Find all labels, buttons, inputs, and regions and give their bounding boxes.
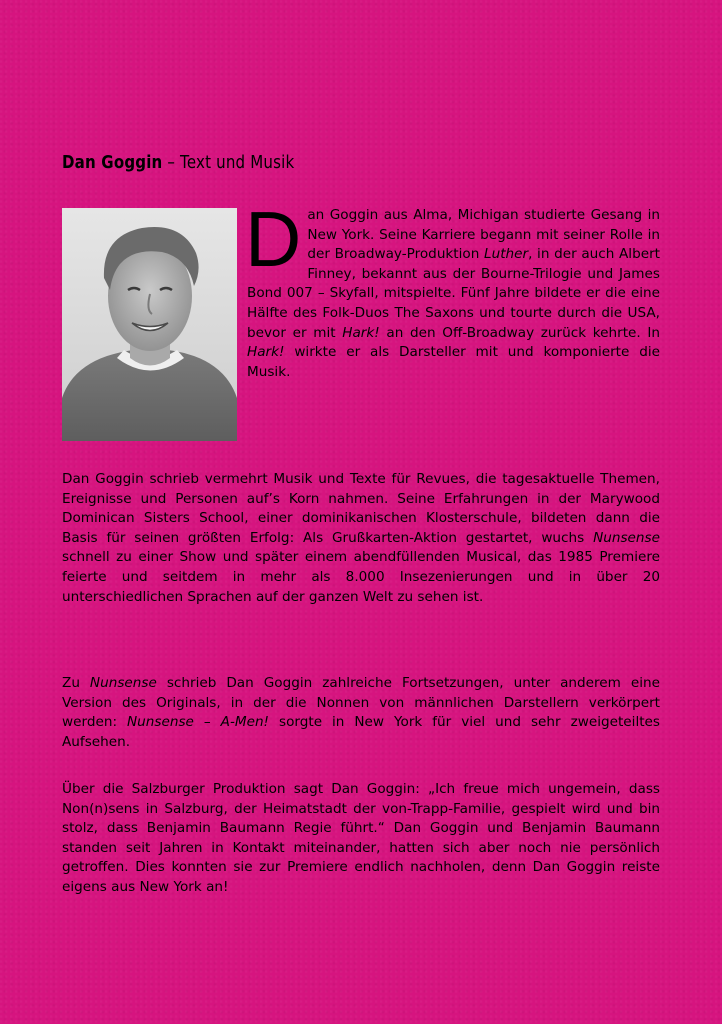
paragraph-salzburg: Über die Salzburger Produktion sagt Dan Goggin: „Ich freue mich ungemein, dass Non(n)sens in Salzburg, der Heimatstadt der von-Trapp-Familie, gespielt wird und bin stolz, dass Benjamin Baumann Regie führt.“ Dan Goggin und Benjamin Baumann standen seit Jahren in Kontakt miteinander, hatten sich aber noch nie persönlich getroffen. Dies konnten sie zur Premiere endlich nachholen, denn Dan Goggin reiste eigens aus New York an! <box>62 781 660 895</box>
paragraph-sequels <box>62 674 660 752</box>
page-heading <box>62 153 294 173</box>
sequels-text-3: sorgte in New York für viel und sehr zweigeteiltes Aufsehen. <box>62 714 660 750</box>
heading-subtitle: – Text und Musik <box>162 153 295 173</box>
sequels-text-2: schrieb Dan Goggin zahlreiche Fortsetzungen, unter anderem eine Version des Originals, in der die Nonnen von männlichen Darstellern verkörpert werden: <box>62 675 661 731</box>
drop-cap: D <box>245 195 302 283</box>
career-text-2: schnell zu einer Show und später einem abendfüllenden Musical, das 1985 Premiere feierte und seitdem in mehr als 8.000 Insezenierungen und in über 20 unterschiedlichen Sprachen auf der ganzen Welt zu sehen ist. <box>62 549 660 605</box>
sequels-title-amen: Nunsense – A-Men! <box>127 714 270 731</box>
intro-text-4: wirkte er als Darsteller mit und komponierte die Musik. <box>247 344 660 380</box>
career-title-nunsense: Nunsense <box>593 529 660 546</box>
sequels-text-1: Zu <box>62 675 90 691</box>
paragraph-career <box>62 470 660 607</box>
intro-paragraph <box>245 195 660 382</box>
portrait-illustration <box>62 208 237 441</box>
intro-title-hark-2: Hark! <box>247 344 285 361</box>
career-text-1: Dan Goggin schrieb vermehrt Musik und Texte für Revues, die tagesaktuelle Themen, Ereignisse und Personen auf’s Korn nahmen. Seine Erfahrungen in der Marywood Dominican Sisters School, einer dominikanischen Klosterschule, bildeten dann die Basis für seinen größten Erfolg: Als Grußkarten-Aktion gestartet, wuchs <box>62 471 660 546</box>
portrait-photo <box>62 208 237 441</box>
sequels-title-nunsense: Nunsense <box>89 675 157 691</box>
intro-title-luther: Luther <box>484 246 529 263</box>
intro-text-1: an Goggin aus Alma, Michigan studierte Gesang in New York. Seine Karriere begann mit seiner Rolle in der Broadway-Produktion <box>307 207 660 263</box>
heading-name: Dan Goggin <box>62 153 163 173</box>
intro-title-hark-1: Hark! <box>342 324 380 341</box>
intro-text-2: , in der auch Albert Finney, bekannt aus der Bourne-Trilogie und James Bond 007 – Skyfall, mitspielte. Fünf Jahre bildete er die eine Hälfte des Folk-Duos The Saxons und tourte durch die USA, bevor er mit <box>247 246 660 341</box>
intro-text-3: an den Off-Broadway zurück kehrte. In <box>379 324 660 341</box>
